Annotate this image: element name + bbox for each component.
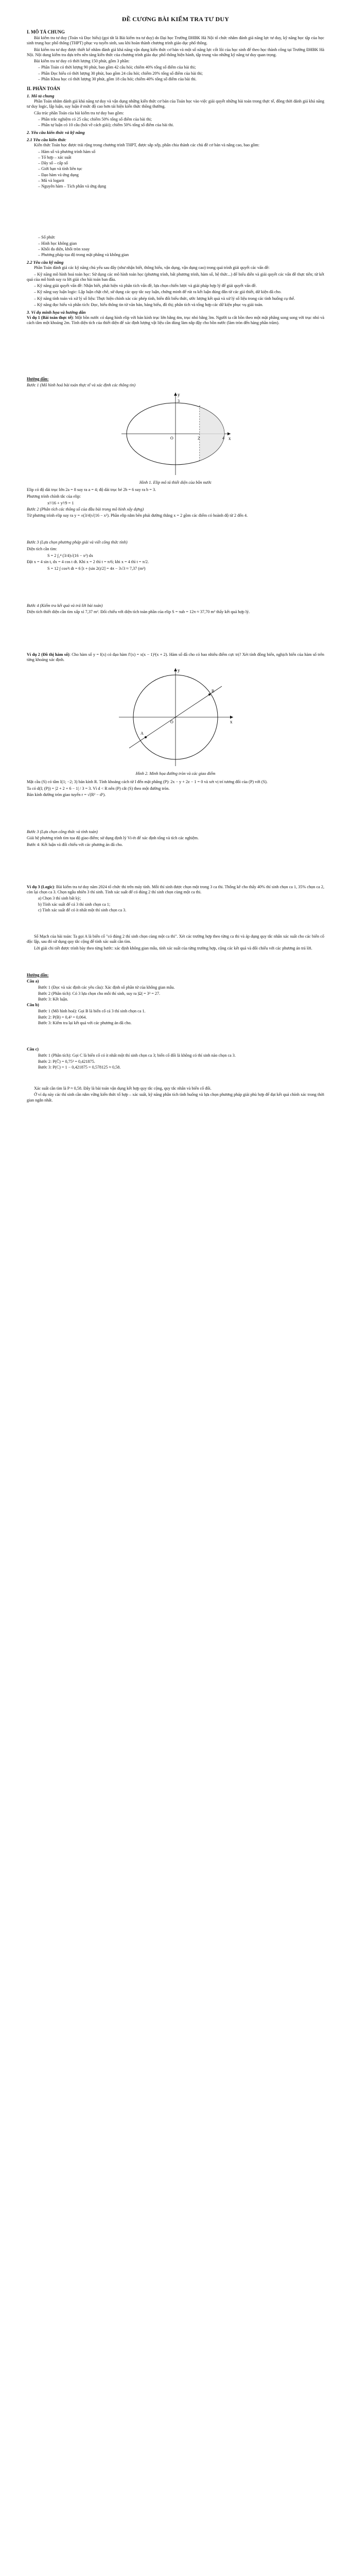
ellipse-figure	[27, 390, 324, 485]
topic-text: Mũ và logarit	[41, 178, 64, 183]
guide-text: Diện tích cần tìm:	[27, 546, 57, 551]
topic-item: – Khối đa diện, khối tròn xoay	[38, 246, 90, 251]
blank-space	[27, 1026, 324, 1047]
topic-text: Tổ hợp – xác suất	[41, 155, 72, 160]
guide-text: Phương trình chính tắc của elip:	[27, 494, 81, 499]
step-item: Bước 3: P(C) = 1 − 0,421875 = 0,578125 ≈ 0,58.	[38, 1064, 121, 1070]
example-label: Ví dụ 2 (Đồ thị hàm số)	[27, 652, 69, 657]
paragraph: Kiến thức Toán học được trải rộng trong chương trình THPT, được sắp xếp, phân chia thành các chủ đề cơ bản và nâng cao, bao gồm:	[34, 143, 260, 148]
guide-text: Đặt x = 4 sin t, dx = 4 cos t dt. Khi x = 2 thì t = π/6; khi x = 4 thì t = π/2.	[27, 559, 149, 564]
circle-diagram	[114, 666, 237, 769]
list-item-text: Phần trắc nghiệm có 25 câu; chiếm 50% tổng số điểm của bài thi;	[41, 116, 152, 122]
svg-text:x: x	[229, 436, 231, 441]
equation: S = 12 ∫ cos²t dt = 6 [t + (sin 2t)/2] = 4π − 3√3 ≈ 7,37 (m²)	[47, 566, 146, 571]
guide-step: Bước 3 (Lựa chọn công thức và tính toán)	[27, 829, 98, 834]
paragraph: Lời giải chi tiết được trình bày theo từng bước: xác định không gian mẫu, tính xác suất của từng trường hợp, cộng các kết quả và đối chiếu với các phương án trả lời.	[34, 945, 312, 951]
document-title: ĐỀ CƯƠNG BÀI KIỂM TRA TƯ DUY	[121, 15, 230, 23]
guide-title: Hướng dẫn:	[27, 972, 49, 977]
subsection-heading: 2. Yêu cầu kiến thức và kỹ năng	[27, 130, 85, 135]
svg-text:4: 4	[222, 436, 224, 440]
skill-paragraph: – Kỹ năng giải quyết vấn đề: Nhận biết, phát hiện và phân tích vấn đề, lựa chọn chiến lược và giải pháp hợp lý để giải quyết vấn đề.	[34, 283, 257, 288]
topic-item: – Hình học không gian	[38, 241, 77, 246]
figure-caption: Hình 1. Elip mô tả thiết diện của bồn nước	[139, 480, 212, 485]
topic-text: Hàm số và phương trình hàm số	[41, 149, 96, 154]
subsection-heading: 3. Ví dụ minh họa và hướng dẫn	[27, 310, 86, 315]
topic-text: Số phức	[41, 235, 56, 240]
topic-text: Hình học không gian	[41, 241, 77, 246]
step-item: Bước 2: P(C̄) = 0,75³ = 0,421875.	[38, 1059, 95, 1064]
blank-space	[27, 913, 324, 934]
subsection-heading: 1. Mô tả chung	[27, 93, 55, 98]
step-item: Bước 1 (Mô hình hoá): Gọi B là biến cố cả 3 thí sinh chọn ca 1.	[38, 1009, 146, 1014]
paragraph: Bài kiểm tra tư duy (Toán và Đọc hiểu) (gọi tắt là Bài kiểm tra tư duy) do Đại học Trường ĐHBK Hà Nội tổ chức nhằm đánh giá năng lực tư duy, kỹ năng học tập của học sinh trung học phổ thông (THPT) phục vụ tuyển sinh, sau khi hoàn thành chương trình giáo dục phổ thông.	[27, 36, 324, 46]
blank-space	[27, 616, 324, 652]
guide-text: Elip có độ dài trục lớn 2a = 8 suy ra a = 4; độ dài trục bé 2b = 6 suy ra b = 3.	[27, 487, 156, 493]
section-heading-1: I. MÔ TẢ CHUNG	[27, 29, 65, 35]
skill-text: Kỹ năng suy luận logic: Lập luận chặt chẽ, sử dụng các quy tắc suy luận, chứng minh để rút ra kết luận đúng đắn từ các giả thiết, dữ kiện đã cho.	[37, 290, 282, 295]
blank-space	[27, 327, 324, 377]
paragraph: Xác suất cần tìm là P ≈ 0,58. Đây là bài toán vận dụng kết hợp quy tắc cộng, quy tắc nhân và biến cố đối.	[34, 1086, 212, 1091]
svg-text:x: x	[230, 719, 233, 724]
blank-space	[27, 519, 324, 540]
topic-item: – Đạo hàm và ứng dụng	[38, 172, 79, 177]
blank-space	[27, 849, 324, 885]
paragraph: Phần Toán nhằm đánh giá khả năng tư duy và vận dụng những kiến thức cơ bản của Toán học vào việc giải quyết những bài toán trong thực tế, đồng thời đánh giá khả năng tư duy logic, lập luận, suy luận ở mức độ cao hơn tái hiện kiến thức thông thường.	[27, 99, 324, 109]
list-item-text: Phần Toán có thời lượng 90 phút, bao gồm 42 câu hỏi; chiếm 40% tổng số điểm của bài thi;	[41, 65, 196, 70]
example-label: Ví dụ 3 (Logic)	[27, 884, 54, 889]
example-label: Ví dụ 1 (Bài toán thực tế)	[27, 315, 73, 320]
topic-item: – Tổ hợp – xác suất	[38, 155, 72, 160]
topic-item: – Dãy số – cấp số	[38, 161, 68, 165]
ellipse-diagram	[116, 390, 235, 478]
topic-text: Nguyên hàm – Tích phân và ứng dụng	[41, 184, 107, 189]
step-item: Bước 1 (Đọc và xác định các yêu cầu): Xác định số phần tử của không gian mẫu.	[38, 985, 175, 990]
skill-paragraph: – Kỹ năng đọc hiểu và phân tích: Đọc, hiểu thông tin từ văn bản, bảng biểu, đồ thị; phân tích và tổng hợp các dữ kiện phục vụ giải toán.	[34, 302, 264, 307]
section-heading-2: II. PHẦN TOÁN	[27, 86, 60, 91]
skill-paragraph: – Kỹ năng mô hình hoá toán học: Sử dụng các mô hình toán học (phương trình, bất phương trình, hàm số, hệ thức...) để biểu diễn và giải quyết các vấn đề thực tiễn; từ kết quả của mô hình suy ra lời giải cho bài toán ban đầu.	[27, 272, 324, 282]
list-item: – Phần Khoa học có thời lượng 30 phút, gồm 18 câu hỏi; chiếm 40% tổng số điểm của bài thi.	[38, 76, 197, 81]
topic-item: – Số phức	[38, 235, 56, 240]
step-item: Bước 1 (Phân tích): Gọi C là biến cố có ít nhất một thí sinh chọn ca 3; biến cố đối là không có thí sinh nào chọn ca 3.	[38, 1053, 236, 1058]
svg-text:2: 2	[198, 436, 200, 440]
figure-caption: Hình 2. Minh họa đường tròn và các giao điểm	[135, 771, 216, 776]
paragraph: Số Mạch của bài toán: Ta gọi A là biến cố "có đúng 2 thí sinh chọn cùng một ca thi". Xét các trường hợp theo từng ca thi và áp dụng quy tắc nhân xác suất cho các biến cố độc lập, sau đó sử dụng quy tắc cộng để tính xác suất cần tìm.	[27, 934, 324, 944]
example-text: Một bồn nước có dạng hình elip với bán kính trục lớn bằng 4m, trục nhỏ bằng 3m. Người ta cắt bồn theo một mặt phẳng song song với trục nhỏ và cách tâm một khoảng 2m. Tính diện tích của thiết diện để xác định lượng vật liệu cần dùng làm nắp đậy cho bồn nước (làm tròn đến hàng phần trăm).	[27, 315, 324, 326]
equation: S = 2 ∫₂⁴ (3/4)√(16 − x²) dx	[47, 553, 93, 558]
list-item: – Phần Toán có thời lượng 90 phút, bao gồm 42 câu hỏi; chiếm 40% tổng số điểm của bài thi;	[38, 65, 196, 70]
subsection-heading: 2.2 Yêu cầu kỹ năng	[27, 260, 64, 265]
paragraph: Cấu trúc phần Toán của bài kiểm tra tư duy bao gồm:	[34, 110, 124, 115]
topic-item: – Giới hạn và tính liên tục	[38, 166, 82, 172]
svg-text:y: y	[178, 668, 180, 673]
guide-text: Diện tích thiết diện cần tìm xấp xỉ 7,37 m². Đối chiếu với diện tích toàn phần của elip S = πab = 12π ≈ 37,70 m² thấy kết quả hợp lý.	[27, 609, 250, 615]
list-item: – Phần tự luận có 10 câu (hỏi về cách giải); chiếm 50% tổng số điểm của bài thi.	[38, 123, 174, 127]
paragraph: Bài kiểm tra tư duy được thiết kế nhằm đánh giá khả năng vận dụng kiến thức cơ bản và một số năng lực cốt lõi của học sinh để theo học thành công tại Trường ĐHBK Hà Nội. Nội dung kiểm tra dựa trên nền tảng kiến thức của chương trình giáo dục phổ thông hiện hành, tập trung vào những kỹ năng tư duy quan trọng.	[27, 47, 324, 57]
topic-item: – Hàm số và phương trình hàm số	[38, 149, 96, 154]
question-label: Câu b)	[27, 1003, 39, 1007]
skill-text: Kỹ năng mô hình hoá toán học: Sử dụng các mô hình toán học (phương trình, bất phương trình, hàm số, hệ thức...) để biểu diễn và giải quyết các vấn đề thực tiễn; từ kết quả của mô hình suy ra lời giải cho bài toán ban đầu.	[27, 272, 324, 282]
guide-title: Hướng dẫn:	[27, 376, 49, 381]
guide-text: Ta có d(I; (P)) = |2 + 2 + 6 − 1| / 3 = 3. Vì d < R nên (P) cắt (S) theo một đường tròn.	[27, 786, 170, 791]
topic-text: Đạo hàm và ứng dụng	[41, 172, 79, 177]
example-text: Bài kiểm tra tư duy năm 2024 tổ chức thi trên máy tính. Mỗi thí sinh được chọn một trong 3 ca thi. Thống kê cho thấy 40% thí sinh chọn ca 1, 35% chọn ca 2, còn lại chọn ca 3. Chọn ngẫu nhiên 3 thí sinh. Tính xác suất để có đúng 2 thí sinh chọn cùng một ca thi.	[27, 884, 325, 894]
list-item-text: Phần Đọc hiểu có thời lượng 30 phút, bao gồm 24 câu hỏi; chiếm 20% tổng số điểm của bài thi;	[41, 71, 203, 76]
blank-space	[27, 190, 324, 235]
list-item: b) Tính xác suất để cả 3 thí sinh chọn ca 1;	[38, 902, 111, 907]
topic-item: – Nguyên hàm – Tích phân và ứng dụng	[38, 184, 107, 189]
guide-step: Bước 4 (Kiểm tra kết quả và trả lời bài toán)	[27, 603, 103, 608]
step-item: Bước 2: P(B) = 0,4³ = 0,064.	[38, 1014, 87, 1020]
skill-text: Kỹ năng giải quyết vấn đề: Nhận biết, phát hiện và phân tích vấn đề, lựa chọn chiến lược và giải pháp hợp lý để giải quyết vấn đề.	[37, 283, 257, 288]
question-label: Câu c)	[27, 1047, 39, 1052]
blank-space	[27, 572, 324, 603]
example-text: Cho hàm số y = f(x) có đạo hàm f′(x) = x(x − 1)²(x + 2). Hàm số đã cho có bao nhiêu điểm cực trị? Xét tính đồng biến, nghịch biến của hàm số trên từng khoảng xác định.	[27, 652, 324, 662]
paragraph: Ở ví dụ này các thí sinh cần nắm vững kiến thức tổ hợp – xác suất, kỹ năng phân tích tình huống và lựa chọn phương pháp giải phù hợp để đạt kết quả chính xác trong thời gian ngắn nhất.	[27, 1092, 324, 1103]
list-item-text: Phần tự luận có 10 câu (hỏi về cách giải); chiếm 50% tổng số điểm của bài thi.	[41, 123, 174, 127]
guide-step: Bước 3 (Lựa chọn phương pháp giải và viết công thức tính)	[27, 540, 128, 545]
step-item: Bước 3: Kết luận.	[38, 996, 68, 1002]
blank-space	[27, 1071, 324, 1086]
svg-text:y: y	[178, 392, 180, 397]
paragraph: Phần Toán đánh giá các kỹ năng chủ yếu sau đây (như nhận biết, thông hiểu, vận dụng, vận dụng cao) trong quá trình giải quyết các vấn đề:	[34, 265, 270, 270]
blank-space	[27, 952, 324, 973]
equation: x²/16 + y²/9 = 1	[47, 500, 74, 505]
list-item: – Phần Đọc hiểu có thời lượng 30 phút, bao gồm 24 câu hỏi; chiếm 20% tổng số điểm của bài thi;	[38, 71, 203, 76]
list-item-text: Phần Khoa học có thời lượng 30 phút, gồm 18 câu hỏi; chiếm 40% tổng số điểm của bài thi.	[41, 76, 197, 81]
example-3: Ví dụ 3 (Logic): Bài kiểm tra tư duy năm 2024 tổ chức thi trên máy tính. Mỗi thí sinh được chọn một trong 3 ca thi. Thống kê cho thấy 40% thí sinh chọn ca 1, 35% chọn ca 2, còn lại chọn ca 3. Chọn ngẫu nhiên 3 thí sinh. Tính xác suất để có đúng 2 thí sinh chọn cùng một ca thi.	[27, 884, 325, 894]
subsection-heading: 2.1 Yêu cầu kiến thức	[27, 137, 66, 143]
list-item: – Phần trắc nghiệm có 25 câu; chiếm 50% tổng số điểm của bài thi;	[38, 116, 152, 122]
svg-text:3: 3	[178, 399, 180, 403]
skill-paragraph: – Kỹ năng suy luận logic: Lập luận chặt chẽ, sử dụng các quy tắc suy luận, chứng minh để rút ra kết luận đúng đắn từ các giả thiết, dữ kiện đã cho.	[34, 290, 282, 295]
list-item: c) Tính xác suất để có ít nhất một thí sinh chọn ca 3.	[38, 907, 127, 912]
question-label: Câu a)	[27, 979, 39, 984]
topic-item: – Mũ và logarit	[38, 178, 64, 183]
list-item: a) Chọn 3 thí sinh bất kỳ;	[38, 896, 81, 901]
step-item: Bước 3: Kiểm tra lại kết quả với các phương án đã cho.	[38, 1020, 132, 1025]
svg-text:O: O	[170, 720, 173, 724]
step-item: Bước 2 (Phân tích): Có 3 lựa chọn cho mỗi thí sinh, suy ra |Ω| = 3³ = 27.	[38, 991, 161, 996]
topic-text: Giới hạn và tính liên tục	[41, 166, 82, 172]
topic-item: – Phương pháp tọa độ trong mặt phẳng và không gian	[38, 252, 129, 257]
guide-step: Bước 2 (Phân tích các thông số của đầu bài trong mô hình xây dựng)	[27, 506, 144, 512]
paragraph: Bài kiểm tra tư duy có thời lượng 150 phút, gồm 3 phần:	[34, 59, 130, 63]
circle-figure	[27, 666, 324, 776]
skill-text: Kỹ năng tính toán và xử lý số liệu: Thực hiện chính xác các phép tính, biến đổi biểu thức, ước lượng kết quả và xử lý số liệu trong các tình huống cụ thể.	[37, 296, 295, 301]
guide-text: Mặt cầu (S) có tâm I(1; −2; 3) bán kính R. Tính khoảng cách từ I đến mặt phẳng (P): 2x − y + 2z − 1 = 0 và xét vị trí tương đối của (P) với (S).	[27, 779, 268, 785]
example-1: Ví dụ 1 (Bài toán thực tế): Một bồn nước có dạng hình elip với bán kính trục lớn bằng 4m, trục nhỏ bằng 3m. Người ta cắt bồn theo một mặt phẳng song song với trục nhỏ và cách tâm một khoảng 2m. Tính diện tích của thiết diện để xác định lượng vật liệu cần dùng làm nắp đậy cho bồn nước (làm tròn đến hàng phần trăm).	[27, 315, 324, 326]
svg-text:B: B	[212, 689, 215, 693]
skill-text: Kỹ năng đọc hiểu và phân tích: Đọc, hiểu thông tin từ văn bản, bảng biểu, đồ thị; phân tích và tổng hợp các dữ kiện phục vụ giải toán.	[37, 302, 264, 307]
svg-text:A: A	[141, 731, 144, 736]
guide-text: Giải hệ phương trình tìm tọa độ giao điểm; sử dụng định lý Vi-ét để xác định tổng và tích các nghiệm.	[27, 836, 199, 841]
topic-text: Phương pháp tọa độ trong mặt phẳng và không gian	[41, 252, 129, 257]
skill-paragraph: – Kỹ năng tính toán và xử lý số liệu: Thực hiện chính xác các phép tính, biến đổi biểu thức, ước lượng kết quả và xử lý số liệu trong các tình huống cụ thể.	[34, 296, 295, 301]
guide-text: Từ phương trình elip suy ra y = ±(3/4)√(16 − x²). Phần elip nằm bên phải đường thẳng x = 2 gồm các điểm có hoành độ từ 2 đến 4.	[27, 513, 248, 518]
example-2: Ví dụ 2 (Đồ thị hàm số): Cho hàm số y = f(x) có đạo hàm f′(x) = x(x − 1)²(x + 2). Hàm số đã cho có bao nhiêu điểm cực trị? Xét tính đồng biến, nghịch biến của hàm số trên từng khoảng xác định.	[27, 652, 324, 662]
guide-text: Bán kính đường tròn giao tuyến r = √(R² − d²).	[27, 792, 106, 797]
blank-space	[27, 799, 324, 829]
guide-step: Bước 1 (Mô hình hoá bài toán thực tế và xác định các thông tin)	[27, 382, 136, 387]
topic-text: Khối đa diện, khối tròn xoay	[41, 246, 90, 251]
guide-text: Bước 4: Kết luận và đối chiếu với các phương án đã cho.	[27, 842, 123, 847]
topic-text: Dãy số – cấp số	[41, 161, 68, 165]
svg-text:O: O	[170, 436, 173, 440]
